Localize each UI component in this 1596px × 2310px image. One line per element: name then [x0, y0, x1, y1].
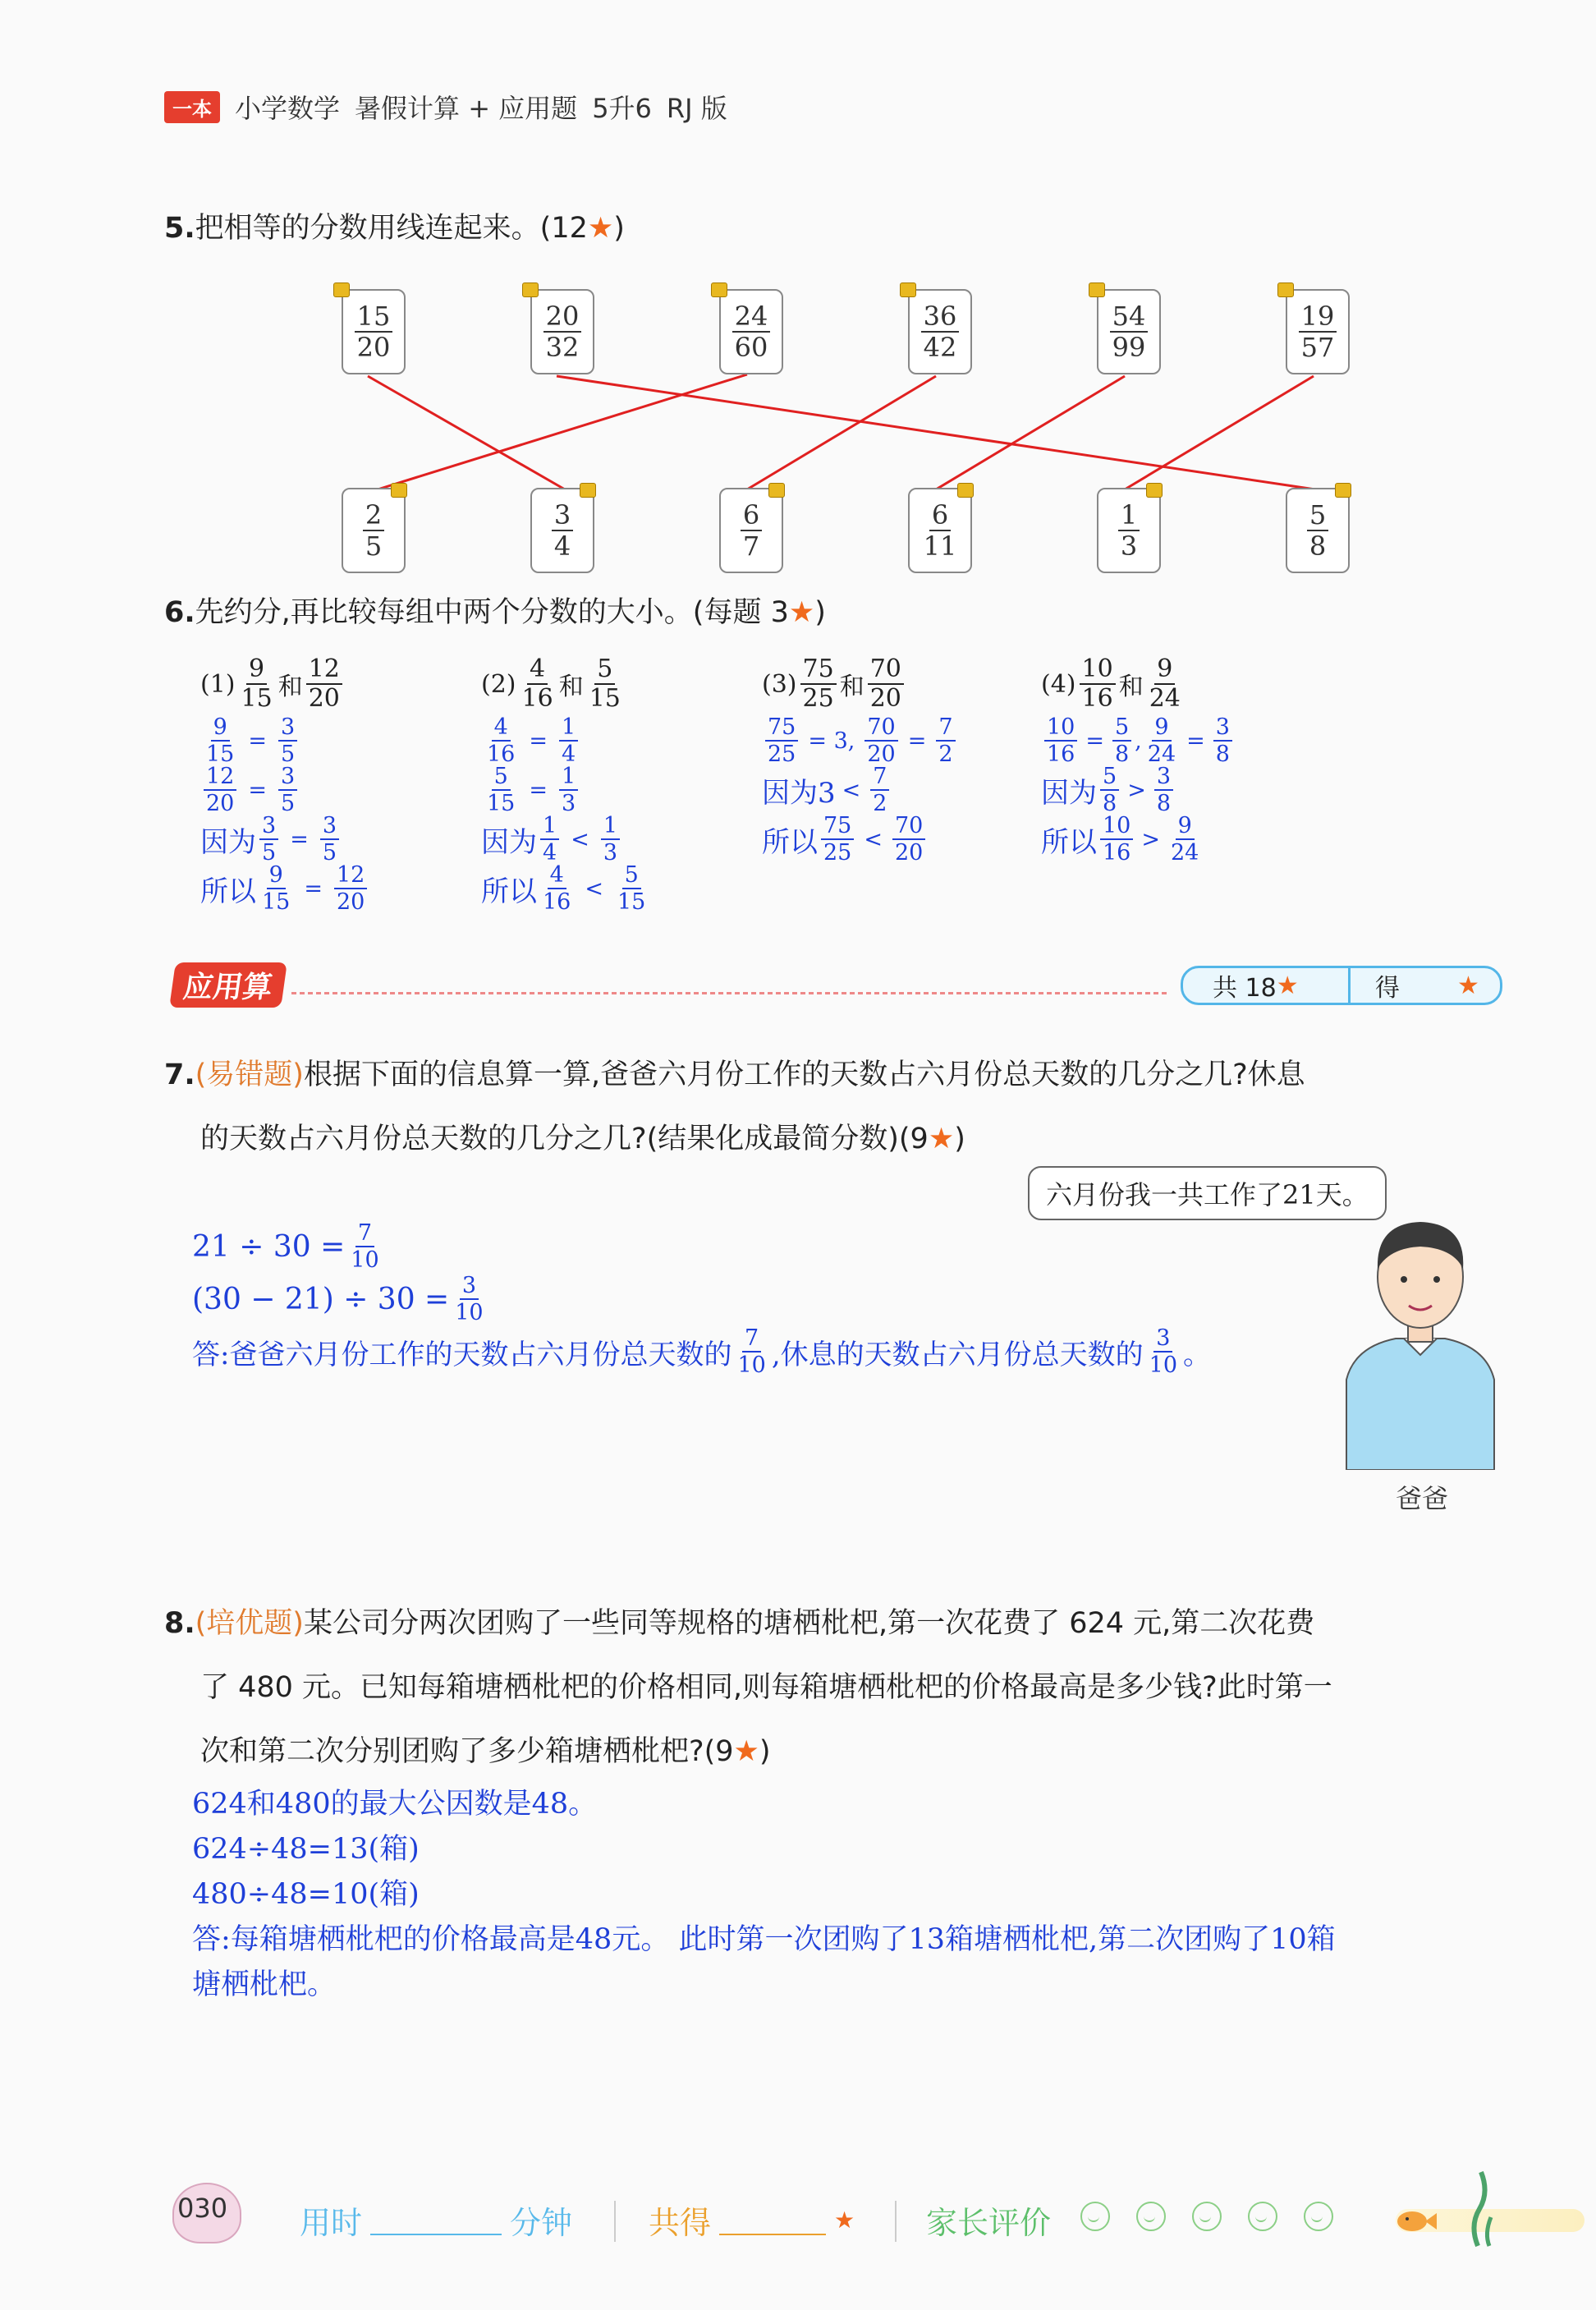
answer-line: [762, 716, 1025, 765]
answer-line: [762, 765, 1025, 815]
answer-line: [192, 1327, 1211, 1376]
operator: <: [571, 826, 589, 852]
answer-text: 。: [1183, 1338, 1211, 1371]
question-text: 某公司分两次团购了一些同等规格的塘栖枇杷,第一次花费了 624 元,第二次花费: [303, 1607, 1315, 1640]
answer-line: [200, 765, 447, 815]
compare-group-3: [762, 654, 1025, 866]
operator: <: [842, 777, 861, 803]
denominator: 4: [553, 530, 571, 562]
denominator: 8: [1156, 791, 1171, 816]
so-word: 所以: [481, 875, 537, 908]
numerator: 70: [868, 657, 904, 685]
tag-bottom-1[interactable]: [342, 488, 406, 573]
question-8: [164, 1591, 1511, 1784]
numerator: 3: [259, 815, 278, 840]
star-icon: ★: [788, 596, 815, 629]
question-number: 8.: [164, 1607, 195, 1640]
answer-line: [762, 815, 1025, 864]
denominator: 25: [802, 684, 834, 713]
numerator: 3: [278, 716, 297, 742]
lock-icon: [580, 483, 596, 498]
denominator: 16: [1047, 742, 1075, 767]
answer-line: 480÷48=10(箱): [192, 1878, 420, 1911]
question-text: 的天数占六月份总天数的几分之几?(结果化成最简分数)(9: [200, 1123, 929, 1155]
denominator: 15: [241, 684, 273, 713]
because-word: 因为: [1041, 776, 1097, 810]
operator: =: [248, 728, 267, 754]
denominator: 99: [1112, 332, 1146, 363]
smile-icon[interactable]: [1136, 2202, 1166, 2231]
lock-icon: [957, 483, 974, 498]
total-label: 共 18: [1213, 974, 1277, 1003]
smile-icon[interactable]: [1192, 2202, 1222, 2231]
answer-line: [192, 1222, 1211, 1271]
father-illustration: [1338, 1199, 1502, 1470]
group-label: (1): [200, 669, 236, 699]
time-blank[interactable]: [370, 2204, 502, 2235]
rating-faces: [1067, 2202, 1346, 2239]
answer-line: [481, 716, 727, 765]
numerator: 10: [1100, 815, 1133, 840]
so-word: 所以: [1041, 825, 1097, 859]
numerator: 75: [765, 716, 798, 742]
match-line: [368, 376, 565, 489]
denominator: 32: [545, 332, 580, 363]
numerator: 12: [204, 765, 236, 791]
so-word: 所以: [200, 875, 256, 908]
denominator: 4: [543, 840, 557, 866]
answer-line: 塘栖枇杷。: [192, 1968, 337, 2001]
question-7: [164, 1043, 1511, 1171]
denominator: 2: [873, 791, 887, 816]
denominator: 4: [561, 742, 576, 767]
operator: =: [1186, 728, 1205, 754]
lock-icon: [900, 282, 916, 297]
earned-stars: [1351, 967, 1479, 1003]
denominator: 20: [894, 840, 924, 866]
numerator: 24: [732, 303, 771, 333]
question-number: 7.: [164, 1059, 195, 1091]
denominator: 5: [280, 791, 296, 816]
answer-line: [200, 815, 447, 864]
denominator: 16: [1103, 840, 1131, 866]
page-number: 030: [177, 2193, 228, 2224]
numerator: 3: [1154, 765, 1173, 791]
question-text: 把相等的分数用线连起来。: [195, 212, 540, 245]
numerator: 6: [929, 502, 951, 531]
answer-line: [200, 716, 447, 765]
star-icon: ★: [1276, 971, 1299, 1000]
brand-logo: 一本: [164, 91, 220, 123]
answer-line: [1041, 716, 1304, 765]
edition: RJ 版: [666, 93, 727, 124]
operator: =: [304, 875, 323, 902]
operator: =: [290, 826, 309, 852]
time-field: [300, 2191, 572, 2248]
points: (12: [539, 212, 588, 245]
answer-line: 624÷48=13(箱): [192, 1833, 420, 1866]
numerator: 70: [892, 815, 925, 840]
numerator: 9: [267, 864, 286, 889]
operator: <: [585, 875, 603, 902]
answer-line: [200, 864, 447, 913]
paren: ): [814, 596, 826, 629]
group-label: (4): [1041, 669, 1076, 699]
numerator: 6: [741, 502, 762, 531]
numerator: 54: [1110, 303, 1149, 333]
subject: 小学数学: [235, 93, 341, 124]
denominator: 24: [1170, 840, 1199, 866]
star-icon: ★: [1457, 971, 1479, 1000]
denominator: 3: [561, 791, 576, 816]
denominator: 16: [543, 889, 571, 915]
lock-icon: [391, 483, 407, 498]
question-text: 根据下面的信息算一算,爸爸六月份工作的天数占六月份总天数的几分之几?休息: [303, 1059, 1305, 1091]
question-tag: (易错题): [195, 1059, 304, 1091]
denominator: 5: [280, 742, 296, 767]
numerator: 15: [355, 303, 393, 333]
score-label: 得: [1375, 974, 1400, 1003]
answer-line: [481, 864, 727, 913]
tag-top-2[interactable]: [530, 289, 594, 374]
tag-top-5[interactable]: [1097, 289, 1161, 374]
question-6: [164, 590, 826, 631]
denominator: 2: [938, 742, 953, 767]
numerator: 1: [559, 765, 578, 791]
lock-icon: [1089, 282, 1105, 297]
numerator: 4: [492, 716, 511, 742]
answer-text: 答:爸爸六月份工作的天数占六月份总天数的: [192, 1338, 732, 1371]
numerator: 1: [559, 716, 578, 742]
denominator: 8: [1215, 742, 1230, 767]
answer-8: [192, 1782, 1522, 2008]
numerator: 5: [594, 657, 615, 685]
because-word: 因为3: [762, 776, 836, 810]
numerator: 5: [492, 765, 511, 791]
answer-line: [1041, 765, 1304, 815]
group-prompt: [1041, 654, 1304, 713]
answer-line: [481, 765, 727, 815]
answer-line: [481, 815, 727, 864]
answer-7: [192, 1222, 1211, 1376]
numerator: 20: [543, 303, 582, 333]
book-title: 暑假计算 + 应用题: [355, 93, 578, 124]
denominator: 10: [737, 1352, 766, 1378]
match-line: [557, 376, 1315, 489]
numerator: 3: [278, 765, 297, 791]
operator: =: [529, 777, 548, 803]
numerator: 36: [921, 303, 960, 333]
denominator: 25: [768, 742, 796, 767]
score-field: [649, 2191, 855, 2248]
operator: <: [864, 826, 883, 852]
section-divider: [291, 992, 1170, 994]
numerator: 3: [460, 1274, 479, 1300]
group-prompt: [762, 654, 1025, 713]
numerator: 12: [306, 657, 342, 685]
star-icon: ★: [587, 212, 614, 245]
fish-seaweed-icon: [1387, 2160, 1502, 2250]
numerator: 19: [1299, 303, 1337, 333]
match-line: [747, 376, 936, 489]
numerator: 4: [527, 657, 548, 685]
denominator: 10: [455, 1300, 484, 1325]
denominator: 8: [1114, 742, 1130, 767]
points: (每题 3: [692, 596, 789, 629]
denominator: 20: [356, 332, 391, 363]
lock-icon: [711, 282, 727, 297]
compare-group-4: [1041, 654, 1304, 866]
match-line: [1125, 376, 1314, 489]
answer-line: [192, 1274, 1211, 1324]
numerator: 4: [548, 864, 566, 889]
tag-top-3[interactable]: [719, 289, 783, 374]
answer-line: [1041, 815, 1304, 864]
footer-divider: [895, 2201, 897, 2242]
minute-label: 分钟: [510, 2204, 573, 2241]
smile-icon[interactable]: [1304, 2202, 1333, 2231]
match-line: [936, 376, 1125, 489]
paren: ): [613, 212, 625, 245]
numerator: 1: [540, 815, 559, 840]
denominator: 24: [1147, 742, 1176, 767]
operator: =: [248, 777, 267, 803]
numerator: 7: [742, 1327, 761, 1352]
denominator: 15: [206, 742, 235, 767]
lock-icon: [522, 282, 539, 297]
so-word: 所以: [762, 825, 818, 859]
compare-group-2: [481, 654, 727, 915]
denominator: 8: [1309, 530, 1327, 562]
operator: >: [1141, 826, 1160, 852]
denominator: 60: [734, 332, 768, 363]
denominator: 24: [1149, 684, 1181, 713]
expression: (30 − 21) ÷ 30 =: [192, 1282, 450, 1316]
time-label: 用时: [300, 2204, 363, 2241]
denominator: 42: [923, 332, 957, 363]
numerator: 7: [870, 765, 889, 791]
tag-bottom-4[interactable]: [908, 488, 972, 573]
numerator: 75: [821, 815, 854, 840]
denominator: 8: [1103, 791, 1117, 816]
denominator: 16: [1081, 684, 1113, 713]
group-label: (2): [481, 669, 516, 699]
star-icon: ★: [733, 1735, 759, 1768]
operator: = 3,: [808, 728, 855, 754]
denominator: 5: [365, 530, 383, 562]
numerator: 12: [334, 864, 367, 889]
numerator: 70: [864, 716, 897, 742]
footer-divider: [614, 2201, 616, 2242]
denominator: 20: [206, 791, 235, 816]
numerator: 9: [1176, 815, 1195, 840]
operator: =: [1085, 728, 1104, 754]
numerator: 7: [936, 716, 955, 742]
section-title: 应用算: [169, 962, 287, 1008]
smile-icon[interactable]: [1248, 2202, 1277, 2231]
matching-lines: [0, 0, 1596, 591]
denominator: 57: [1300, 332, 1335, 363]
answer-line: 624和480的最大公因数是48。: [192, 1788, 598, 1821]
denominator: 3: [603, 840, 617, 866]
denominator: 11: [923, 530, 957, 562]
numerator: 10: [1080, 657, 1116, 685]
speech-bubble: 六月份我一共工作了21天。: [1028, 1166, 1387, 1220]
grade: 5升6: [592, 93, 652, 124]
and-word: 和: [1118, 673, 1144, 701]
and-word: 和: [558, 673, 584, 701]
smile-icon[interactable]: [1080, 2202, 1110, 2231]
tag-bottom-5[interactable]: [1097, 488, 1161, 573]
denominator: 15: [617, 889, 646, 915]
numerator: 10: [1044, 716, 1077, 742]
paren: ): [954, 1123, 965, 1155]
question-text: 次和第二次分别团购了多少箱塘栖枇杷?(9: [200, 1735, 734, 1768]
numerator: 9: [246, 657, 267, 685]
numerator: 5: [1307, 502, 1328, 531]
denominator: 15: [487, 791, 516, 816]
question-number: 5.: [164, 212, 195, 245]
denominator: 5: [262, 840, 277, 866]
group-prompt: [200, 654, 447, 713]
denominator: 16: [521, 684, 553, 713]
denominator: 3: [1120, 530, 1138, 562]
question-text: 先约分,再比较每组中两个分数的大小。: [195, 596, 693, 629]
lock-icon: [1146, 483, 1163, 498]
question-number: 6.: [164, 596, 195, 629]
paren: ): [759, 1735, 771, 1768]
numerator: 9: [211, 716, 230, 742]
parent-label: 家长评价: [926, 2204, 1052, 2241]
denominator: 5: [322, 840, 337, 866]
parent-eval: [926, 2191, 1346, 2248]
numerator: 3: [1153, 1327, 1172, 1352]
score-label: 共得: [649, 2204, 712, 2241]
total-stars: [1183, 968, 1351, 1003]
denominator: 10: [351, 1247, 379, 1273]
tag-top-6[interactable]: [1286, 289, 1350, 374]
numerator: 1: [1118, 502, 1140, 531]
tag-top-1[interactable]: [342, 289, 406, 374]
tag-bottom-6[interactable]: [1286, 488, 1350, 573]
operator: =: [529, 728, 548, 754]
question-text: 了 480 元。已知每箱塘栖枇杷的价格相同,则每箱塘栖枇杷的价格最高是多少钱?此时第一: [200, 1671, 1332, 1704]
numerator: 3: [552, 502, 573, 531]
tag-top-4[interactable]: [908, 289, 972, 374]
and-word: 和: [839, 673, 864, 701]
numerator: 3: [320, 815, 339, 840]
denominator: 15: [589, 684, 621, 713]
expression: 21 ÷ 30 =: [192, 1229, 346, 1264]
operator: >: [1127, 777, 1146, 803]
numerator: 9: [1154, 657, 1175, 685]
denominator: 20: [869, 684, 901, 713]
numerator: 1: [601, 815, 620, 840]
person-caption: 爸爸: [1396, 1483, 1449, 1514]
star-icon: ★: [928, 1123, 955, 1155]
tag-bottom-3[interactable]: [719, 488, 783, 573]
denominator: 7: [742, 530, 760, 562]
numerator: 2: [363, 502, 384, 531]
because-word: 因为: [200, 825, 256, 859]
match-line: [378, 374, 747, 489]
lock-icon: [768, 483, 785, 498]
denominator: 15: [262, 889, 291, 915]
score-blank[interactable]: [719, 2204, 826, 2235]
numerator: 7: [355, 1222, 374, 1247]
tag-bottom-2[interactable]: [530, 488, 594, 573]
answer-line: 答:每箱塘栖枇杷的价格最高是48元。 此时第一次团购了13箱塘栖枇杷,第二次团购了10箱: [192, 1923, 1336, 1956]
lock-icon: [1277, 282, 1294, 297]
group-label: (3): [762, 669, 797, 699]
denominator: 25: [823, 840, 852, 866]
numerator: 9: [1152, 716, 1171, 742]
numerator: 75: [800, 657, 837, 685]
denominator: 20: [308, 684, 340, 713]
star-icon: ★: [834, 2206, 855, 2234]
group-prompt: [481, 654, 727, 713]
numerator: 5: [1100, 765, 1119, 791]
lock-icon: [333, 282, 350, 297]
denominator: 10: [1149, 1352, 1177, 1378]
compare-group-1: [200, 654, 447, 915]
section-score-box: [1181, 966, 1502, 1005]
numerator: 5: [622, 864, 641, 889]
and-word: 和: [277, 673, 303, 701]
denominator: 20: [867, 742, 896, 767]
lock-icon: [1335, 483, 1351, 498]
numerator: 3: [1213, 716, 1232, 742]
separator: ,: [1135, 728, 1142, 754]
denominator: 16: [487, 742, 516, 767]
denominator: 20: [336, 889, 365, 915]
because-word: 因为: [481, 825, 537, 859]
numerator: 5: [1112, 716, 1131, 742]
answer-text: ,休息的天数占六月份总天数的: [771, 1338, 1144, 1371]
question-tag: (培优题): [195, 1607, 304, 1640]
operator: =: [907, 728, 927, 754]
